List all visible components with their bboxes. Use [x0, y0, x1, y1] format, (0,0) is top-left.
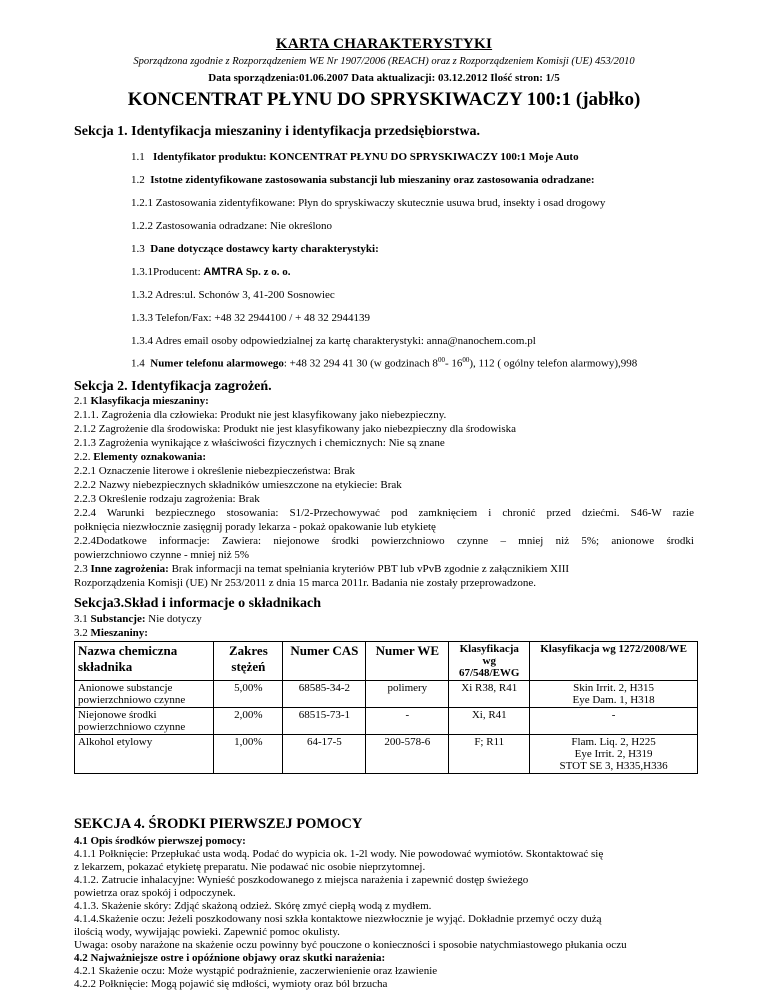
table-cell: 68515-73-1 — [283, 708, 366, 735]
s2-line-2-2-4: 2.2.4 Warunki bezpiecznego stosowania: S1/2-Przechowywać pod zamknięciem i chronić przed dziećmi. S46-W razie — [74, 507, 694, 519]
s2-line-2-2-4-extra: 2.2.4Dodatkowe informacje: Zawiera: niejonowe środki powierzchniowo czynne – mniej niż 5%; anionowe środki — [74, 535, 694, 547]
s4-line-4-1-1-cont: z lekarzem, pokazać etykietę preparatu. Nie podawać nic osobie nieprzytomnej. — [74, 861, 426, 873]
table-header-row — [75, 642, 698, 681]
table-cell: 64-17-5 — [283, 735, 366, 774]
table-cell: 68585-34-2 — [283, 681, 366, 708]
table-cell: polimery — [366, 681, 449, 708]
s1-line-1-3-2: 1.3.2 Adres:ul. Schonów 3, 41-200 Sosnowiec — [131, 289, 335, 301]
s3-line-3-1: 3.1 Substancje: Nie dotyczy — [74, 613, 202, 625]
s2-line-2-2-4-cont: połknięcia niezwłocznie zasięgnij porady lekarza - pokaż opakowanie lub etykietę — [74, 521, 436, 533]
table-cell: Alkohol etylowy — [75, 735, 214, 774]
document-title: KARTA CHARAKTERYSTYKI — [275, 36, 493, 52]
table-header-cell: Zakres stężeń — [214, 642, 283, 681]
table-cell: - — [366, 708, 449, 735]
table-cell: 5,00% — [214, 681, 283, 708]
s1-line-1-2-1: 1.2.1 Zastosowania zidentyfikowane: Płyn do spryskiwaczy skutecznie usuwa brud, insekty i osad drogowy — [131, 197, 606, 209]
composition-table-grid — [74, 641, 698, 774]
s4-line-4-1-4-cont: ilością wody, wywijając powieki. Zapewnić pomoc okulisty. — [74, 926, 340, 938]
s4-line-uwaga: Uwaga: osoby narażone na skażenie oczu powinny być pouczone o konieczności i sposobie natychmiastowego płukania oczu — [74, 939, 627, 951]
regulation-subtitle: Sporządzona zgodnie z Rozporządzeniem WE Nr 1907/2006 (REACH) oraz z Rozporządzeniem Komisji (UE) 453/2010 — [133, 56, 635, 67]
s2-line-2-3-cont: Rozporządzenia Komisji (UE) Nr 253/2011 z dnia 15 marca 2011r. Badania nie zostały przeprowadzone. — [74, 577, 536, 589]
table-cell: Skin Irrit. 2, H315 Eye Dam. 1, H318 — [530, 681, 698, 708]
s2-line-2-2-4-extra-cont: powierzchniowo czynne - mniej niż 5% — [74, 549, 250, 561]
s2-line-2-1-1: 2.1.1. Zagrożenia dla człowieka: Produkt nie jest klasyfikowany jako niebezpieczny. — [74, 409, 447, 421]
table-cell: 200-578-6 — [366, 735, 449, 774]
s1-line-1-3-1: 1.3.1Producent: AMTRA Sp. z o. o. — [131, 266, 291, 278]
table-header-cell: Klasyfikacja wg 1272/2008/WE — [530, 642, 698, 681]
table-cell: F; R11 — [449, 735, 530, 774]
table-row — [75, 735, 698, 774]
table-cell: Flam. Liq. 2, H225 Eye Irrit. 2, H319 STOT SE 3, H335,H336 — [530, 735, 698, 774]
table-cell: 2,00% — [214, 708, 283, 735]
s4-line-4-1-1: 4.1.1 Połknięcie: Przepłukać usta wodą. Podać do wypicia ok. 1-2l wody. Nie powodować wymiotów. Skontaktować się — [74, 848, 604, 860]
table-header-cell: Klasyfikacja wg 67/548/EWG — [449, 642, 530, 681]
s1-line-1-3: 1.3 Dane dotyczące dostawcy karty charakterystyki: — [131, 243, 379, 255]
product-name: KONCENTRAT PŁYNU DO SPRYSKIWACZY 100:1 (jabłko) — [127, 89, 641, 110]
s1-line-1-2: 1.2 Istotne zidentyfikowane zastosowania substancji lub mieszaniny oraz zastosowania odradzane: — [131, 174, 595, 186]
s4-line-4-1-3: 4.1.3. Skażenie skóry: Zdjąć skażoną odzież. Skórę zmyć ciepłą wodą z mydłem. — [74, 900, 432, 912]
s2-line-2-2-3: 2.2.3 Określenie rodzaju zagrożenia: Brak — [74, 493, 260, 505]
s1-line-1-4: 1.4 Numer telefonu alarmowego: +48 32 294 41 30 (w godzinach $8^{00}-$ $16^{00}$), 112 ( ogólny telefon alarmowy),998 — [131, 356, 638, 370]
table-row — [75, 681, 698, 708]
manufacturer-logo-text: AMTRA — [203, 266, 244, 278]
s2-line-2-3: 2.3 Inne zagrożenia: Brak informacji na temat spełniania kryteriów PBT lub vPvB zgodnie z załącznikiem XIII — [74, 563, 570, 575]
s2-line-2-1-3: 2.1.3 Zagrożenia wynikające z właściwości fizycznych i chemicznych: Nie są znane — [74, 437, 445, 449]
s1-line-1-2-2: 1.2.2 Zastosowania odradzane: Nie określono — [131, 220, 332, 232]
section-2-heading: Sekcja 2. Identyfikacja zagrożeń. — [74, 379, 272, 394]
table-cell: Anionowe substancje powierzchniowo czynne — [75, 681, 214, 708]
s1-line-1-3-3: 1.3.3 Telefon/Fax: +48 32 2944100 / + 48 32 2944139 — [131, 312, 371, 324]
s4-line-4-1-2-cont: powietrza oraz spokój i odpoczynek. — [74, 887, 236, 899]
s2-line-2-2-1: 2.2.1 Oznaczenie literowe i określenie niebezpieczeństwa: Brak — [74, 465, 355, 477]
s4-line-4-2: 4.2 Najważniejsze ostre i opóźnione objawy oraz skutki narażenia: — [74, 952, 386, 964]
table-header-cell: Nazwa chemiczna składnika — [75, 642, 214, 681]
table-header-cell: Numer WE — [366, 642, 449, 681]
table-cell: Niejonowe środki powierzchniowo czynne — [75, 708, 214, 735]
table-row — [75, 708, 698, 735]
s2-line-2-1-2: 2.1.2 Zagrożenie dla środowiska: Produkt nie jest klasyfikowany jako niebezpieczny dla środowiska — [74, 423, 517, 435]
s4-line-4-1-4: 4.1.4.Skażenie oczu: Jeżeli poszkodowany nosi szkła kontaktowe niezwłocznie je wyjąć. Dokładnie przemyć oczy dużą — [74, 913, 602, 925]
s4-line-4-1-2: 4.1.2. Zatrucie inhalacyjne: Wynieść poszkodowanego z miejsca narażenia i zapewnić dostęp świeżego — [74, 874, 529, 886]
section-1-heading: Sekcja 1. Identyfikacja mieszaniny i identyfikacja przedsiębiorstwa. — [74, 124, 480, 139]
s2-line-2-2: 2.2. Elementy oznakowania: — [74, 451, 206, 463]
s2-line-2-1: 2.1 Klasyfikacja mieszaniny: — [74, 395, 209, 407]
s2-line-2-2-2: 2.2.2 Nazwy niebezpiecznych składników umieszczone na etykiecie: Brak — [74, 479, 402, 491]
s3-line-3-2: 3.2 Mieszaniny: — [74, 627, 148, 639]
table-header-cell: Numer CAS — [283, 642, 366, 681]
s4-line-4-2-1: 4.2.1 Skażenie oczu: Może wystąpić podrażnienie, zaczerwienienie oraz łzawienie — [74, 965, 438, 977]
s4-line-4-1: 4.1 Opis środków pierwszej pomocy: — [74, 835, 246, 847]
table-cell: 1,00% — [214, 735, 283, 774]
section-4-heading: SEKCJA 4. ŚRODKI PIERWSZEJ POMOCY — [74, 816, 363, 832]
table-cell: Xi R38, R41 — [449, 681, 530, 708]
s4-line-4-2-2: 4.2.2 Połknięcie: Mogą pojawić się mdłości, wymioty oraz ból brzucha — [74, 978, 388, 990]
s1-line-1-1: 1.1 Identyfikator produktu: KONCENTRAT PŁYNU DO SPRYSKIWACZY 100:1 Moje Auto — [131, 151, 579, 163]
document-dates: Data sporządzenia:01.06.2007 Data aktualizacji: 03.12.2012 Ilość stron: 1/5 — [208, 72, 560, 84]
table-cell: Xi, R41 — [449, 708, 530, 735]
s1-line-1-3-4: 1.3.4 Adres email osoby odpowiedzialnej za kartę charakterystyki: anna@nanochem.com.pl — [131, 335, 536, 347]
section-3-heading: Sekcja3.Skład i informacje o składnikach — [74, 596, 321, 611]
table-cell: - — [530, 708, 698, 735]
